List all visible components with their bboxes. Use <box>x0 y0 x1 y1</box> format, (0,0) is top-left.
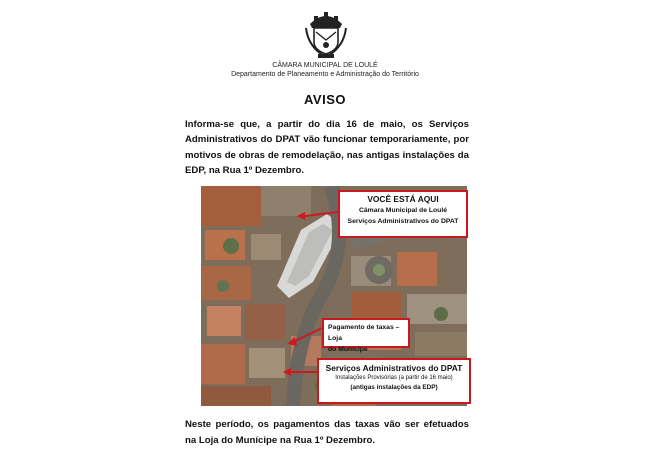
callout-you-are-here <box>338 190 468 238</box>
org-name: CÂMARA MUNICIPAL DE LOULÉ <box>272 62 378 69</box>
callout-temporary-services <box>317 358 471 404</box>
callout-services-heading: Serviços Administrativos do DPAT <box>325 363 463 373</box>
callout-services-line1: Instalações Provisórias (a partir de 16 maio) <box>335 375 453 381</box>
notice-outro-paragraph: Neste período, os pagamentos das taxas vão ser efetuados na Loja do Munícipe na Rua 1º Dezembro. <box>185 419 469 446</box>
notice-title: AVISO <box>304 92 346 107</box>
callout-you-are-here-line1: Câmara Municipal de Loulé <box>358 207 447 214</box>
notice-intro-paragraph: Informa-se que, a partir do dia 16 de maio, os Serviços Administrativos do DPAT vão funcionar temporariamente, por motivos de obras de remodelação, nas antigas instalações da EDP, na Rua 1º Dezembro. <box>185 119 469 177</box>
callout-payment-line1: Pagamento de taxas – Loja <box>328 324 400 342</box>
callout-payment-line2: do Munícipe <box>328 346 368 353</box>
municipal-crest-logo <box>304 10 348 58</box>
department-name: Departamento de Planeamento e Administração do Território <box>231 71 419 78</box>
callout-services-line2: (antigas instalações da EDP) <box>350 384 438 391</box>
organization-header <box>0 61 650 79</box>
callout-you-are-here-heading: VOCÊ ESTÁ AQUI <box>367 194 439 204</box>
callout-you-are-here-line2: Serviços Administrativos do DPAT <box>347 218 459 225</box>
callout-payment-location <box>322 318 410 353</box>
